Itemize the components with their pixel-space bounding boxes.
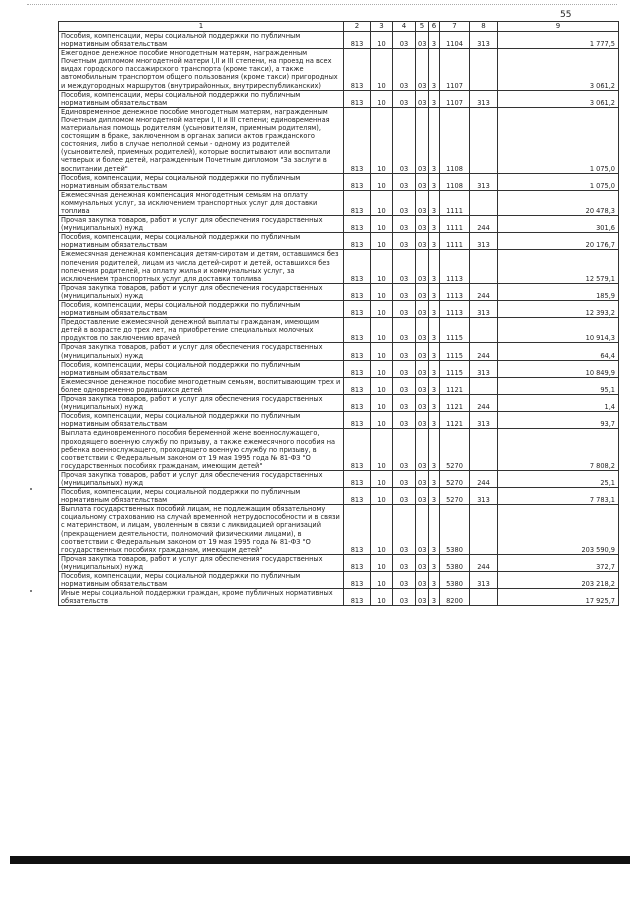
- budget-table-body: [59, 22, 619, 606]
- code-cell-c8: 313: [470, 32, 498, 49]
- row-description: Пособия, компенсации, меры социальной поддержки по публичным нормативным обязательствам: [59, 233, 344, 250]
- row-description: Иные меры социальной поддержки граждан, кроме публичных нормативных обязательств: [59, 589, 344, 606]
- amount-cell: 25,1: [498, 470, 619, 487]
- code-cell-c7: 5270: [440, 470, 470, 487]
- table-row: [59, 318, 619, 343]
- code-cell-c7: 1121: [440, 412, 470, 429]
- code-cell-c2: 813: [344, 49, 371, 90]
- code-cell-c4: 03: [393, 429, 416, 470]
- code-cell-c4: 03: [393, 589, 416, 606]
- header-cell: 4: [393, 22, 416, 32]
- header-cell: 5: [416, 22, 429, 32]
- code-cell-c4: 03: [393, 470, 416, 487]
- amount-cell: 7 808,2: [498, 429, 619, 470]
- code-cell-c4: 03: [393, 395, 416, 412]
- code-cell-c8: 313: [470, 301, 498, 318]
- amount-cell: 7 783,1: [498, 488, 619, 505]
- code-cell-c8: [470, 250, 498, 283]
- amount-cell: 1 777,5: [498, 32, 619, 49]
- row-description: Выплата единовременного пособия беременной жене военнослужащего, проходящего военную службу по призыву, а также ежемесячного пособия на ребенка военнослужащего, проходящего военную службу по призыву, в соответствии с Федеральным законом от 19 мая 1995 года № 81-ФЗ "О государственных пособиях гражданам, имеющим детей": [59, 429, 344, 470]
- code-cell-c3: 10: [371, 395, 393, 412]
- row-description: Ежемесячное денежное пособие многодетным семьям, воспитывающим трех и более одновременно родившихся детей: [59, 377, 344, 394]
- code-cell-c2: 813: [344, 190, 371, 215]
- code-cell-c2: 813: [344, 572, 371, 589]
- code-cell-c2: 813: [344, 32, 371, 49]
- code-cell-c6: 3: [429, 107, 440, 173]
- code-cell-c2: 813: [344, 412, 371, 429]
- code-cell-c5: 03: [416, 360, 429, 377]
- code-cell-c5: 03: [416, 301, 429, 318]
- table-row: [59, 589, 619, 606]
- row-description: Прочая закупка товаров, работ и услуг для обеспечения государственных (муниципальных) нужд: [59, 216, 344, 233]
- code-cell-c4: 03: [393, 173, 416, 190]
- code-cell-c5: 03: [416, 554, 429, 571]
- code-cell-c4: 03: [393, 90, 416, 107]
- code-cell-c3: 10: [371, 49, 393, 90]
- amount-cell: 1 075,0: [498, 173, 619, 190]
- code-cell-c5: 03: [416, 107, 429, 173]
- header-cell: 2: [344, 22, 371, 32]
- code-cell-c6: 3: [429, 343, 440, 360]
- table-row: [59, 554, 619, 571]
- code-cell-c6: 3: [429, 318, 440, 343]
- code-cell-c5: 03: [416, 216, 429, 233]
- table-row: [59, 32, 619, 49]
- code-cell-c3: 10: [371, 233, 393, 250]
- code-cell-c8: 313: [470, 173, 498, 190]
- code-cell-c7: 1111: [440, 233, 470, 250]
- amount-cell: 301,6: [498, 216, 619, 233]
- code-cell-c8: 244: [470, 283, 498, 300]
- code-cell-c5: 03: [416, 318, 429, 343]
- amount-cell: 93,7: [498, 412, 619, 429]
- amount-cell: 10 914,3: [498, 318, 619, 343]
- code-cell-c4: 03: [393, 32, 416, 49]
- code-cell-c7: 1107: [440, 90, 470, 107]
- table-row: [59, 360, 619, 377]
- code-cell-c5: 03: [416, 283, 429, 300]
- table-row: [59, 216, 619, 233]
- code-cell-c2: 813: [344, 395, 371, 412]
- code-cell-c5: 03: [416, 173, 429, 190]
- code-cell-c6: 3: [429, 554, 440, 571]
- code-cell-c6: 3: [429, 32, 440, 49]
- code-cell-c3: 10: [371, 283, 393, 300]
- code-cell-c6: 3: [429, 250, 440, 283]
- row-description: Ежемесячная денежная компенсация многодетным семьям на оплату коммунальных услуг, за исключением транспортных услуг для доставки топлива: [59, 190, 344, 215]
- code-cell-c8: 313: [470, 488, 498, 505]
- code-cell-c2: 813: [344, 505, 371, 555]
- row-description: Пособия, компенсации, меры социальной поддержки по публичным нормативным обязательствам: [59, 572, 344, 589]
- table-row: [59, 412, 619, 429]
- code-cell-c6: 3: [429, 90, 440, 107]
- code-cell-c2: 813: [344, 488, 371, 505]
- amount-cell: 12 579,1: [498, 250, 619, 283]
- code-cell-c2: 813: [344, 470, 371, 487]
- code-cell-c3: 10: [371, 343, 393, 360]
- bottom-scan-bar: [10, 856, 630, 864]
- code-cell-c8: [470, 505, 498, 555]
- code-cell-c6: 3: [429, 429, 440, 470]
- table-row: [59, 572, 619, 589]
- code-cell-c7: 1121: [440, 395, 470, 412]
- table-row: [59, 429, 619, 470]
- code-cell-c5: 03: [416, 589, 429, 606]
- code-cell-c6: 3: [429, 360, 440, 377]
- code-cell-c7: 1113: [440, 283, 470, 300]
- code-cell-c7: 1111: [440, 216, 470, 233]
- code-cell-c7: 1104: [440, 32, 470, 49]
- row-description: Прочая закупка товаров, работ и услуг для обеспечения государственных (муниципальных) нужд: [59, 343, 344, 360]
- code-cell-c3: 10: [371, 572, 393, 589]
- row-description: Пособия, компенсации, меры социальной поддержки по публичным нормативным обязательствам: [59, 412, 344, 429]
- amount-cell: 372,7: [498, 554, 619, 571]
- code-cell-c4: 03: [393, 488, 416, 505]
- code-cell-c8: [470, 429, 498, 470]
- code-cell-c8: 313: [470, 90, 498, 107]
- code-cell-c8: 244: [470, 554, 498, 571]
- code-cell-c8: [470, 190, 498, 215]
- code-cell-c5: 03: [416, 395, 429, 412]
- row-description: Выплата государственных пособий лицам, не подлежащим обязательному социальному страхованию на случай временной нетрудоспособности и в связи с материнством, и лицам, уволенным в связи с ликвидацией организаций (прекращением деятельности, полномочий физическими лицами), в соответствии с Федеральным законом от 19 мая 1995 года № 81-ФЗ "О государственных пособиях гражданам, имеющим детей": [59, 505, 344, 555]
- row-description: Ежемесячная денежная компенсация детям-сиротам и детям, оставшимся без попечения родителей, лицам из числа детей-сирот и детей, оставшихся без попечения родителей, на оплату жилья и коммунальных услуг, за исключением транспортных услуг для доставки топлива: [59, 250, 344, 283]
- row-description: Пособия, компенсации, меры социальной поддержки по публичным нормативным обязательствам: [59, 32, 344, 49]
- code-cell-c2: 813: [344, 554, 371, 571]
- code-cell-c3: 10: [371, 412, 393, 429]
- code-cell-c3: 10: [371, 90, 393, 107]
- row-description: Прочая закупка товаров, работ и услуг для обеспечения государственных (муниципальных) нужд: [59, 395, 344, 412]
- code-cell-c3: 10: [371, 470, 393, 487]
- table-row: [59, 377, 619, 394]
- code-cell-c7: 1111: [440, 190, 470, 215]
- code-cell-c2: 813: [344, 250, 371, 283]
- code-cell-c4: 03: [393, 250, 416, 283]
- table-row: [59, 301, 619, 318]
- code-cell-c3: 10: [371, 301, 393, 318]
- code-cell-c7: 5270: [440, 429, 470, 470]
- code-cell-c4: 03: [393, 107, 416, 173]
- scan-dot: [30, 488, 32, 490]
- code-cell-c7: 1115: [440, 360, 470, 377]
- code-cell-c6: 3: [429, 589, 440, 606]
- code-cell-c2: 813: [344, 377, 371, 394]
- code-cell-c8: 244: [470, 216, 498, 233]
- code-cell-c8: [470, 589, 498, 606]
- code-cell-c8: 244: [470, 470, 498, 487]
- code-cell-c6: 3: [429, 190, 440, 215]
- code-cell-c7: 1113: [440, 250, 470, 283]
- code-cell-c8: 313: [470, 233, 498, 250]
- code-cell-c7: 1115: [440, 318, 470, 343]
- code-cell-c2: 813: [344, 283, 371, 300]
- row-description: Пособия, компенсации, меры социальной поддержки по публичным нормативным обязательствам: [59, 360, 344, 377]
- table-row: [59, 233, 619, 250]
- code-cell-c8: [470, 49, 498, 90]
- code-cell-c4: 03: [393, 377, 416, 394]
- code-cell-c4: 03: [393, 49, 416, 90]
- code-cell-c5: 03: [416, 470, 429, 487]
- code-cell-c7: 8200: [440, 589, 470, 606]
- code-cell-c6: 3: [429, 488, 440, 505]
- code-cell-c3: 10: [371, 318, 393, 343]
- code-cell-c2: 813: [344, 301, 371, 318]
- amount-cell: 203 218,2: [498, 572, 619, 589]
- amount-cell: 20 478,3: [498, 190, 619, 215]
- table-row: [59, 49, 619, 90]
- code-cell-c6: 3: [429, 216, 440, 233]
- code-cell-c2: 813: [344, 90, 371, 107]
- table-row: [59, 470, 619, 487]
- code-cell-c4: 03: [393, 554, 416, 571]
- code-cell-c5: 03: [416, 572, 429, 589]
- top-scan-rule: [27, 4, 617, 5]
- code-cell-c4: 03: [393, 360, 416, 377]
- table-row: [59, 283, 619, 300]
- code-cell-c2: 813: [344, 107, 371, 173]
- code-cell-c2: 813: [344, 429, 371, 470]
- table-row: [59, 488, 619, 505]
- code-cell-c8: 313: [470, 572, 498, 589]
- amount-cell: 12 393,2: [498, 301, 619, 318]
- amount-cell: 64,4: [498, 343, 619, 360]
- code-cell-c7: 5380: [440, 572, 470, 589]
- table-header-row: [59, 22, 619, 32]
- code-cell-c2: 813: [344, 360, 371, 377]
- table-row: [59, 173, 619, 190]
- code-cell-c3: 10: [371, 589, 393, 606]
- code-cell-c6: 3: [429, 49, 440, 90]
- budget-table: [58, 21, 619, 606]
- code-cell-c4: 03: [393, 301, 416, 318]
- row-description: Прочая закупка товаров, работ и услуг для обеспечения государственных (муниципальных) нужд: [59, 470, 344, 487]
- code-cell-c7: 1115: [440, 343, 470, 360]
- code-cell-c5: 03: [416, 32, 429, 49]
- table-row: [59, 250, 619, 283]
- row-description: Ежегодное денежное пособие многодетным матерям, награжденным Почетным дипломом многодетной матери I,II и III степени, на проезд на всех видах городского пассажирского транспорта (кроме такси), а также автомобильным транспортом общего пользования (кроме такси) пригородных и междугородных маршрутов (внутрирайонных, внутриреспубликанских): [59, 49, 344, 90]
- code-cell-c5: 03: [416, 49, 429, 90]
- code-cell-c4: 03: [393, 233, 416, 250]
- code-cell-c6: 3: [429, 301, 440, 318]
- code-cell-c8: 313: [470, 412, 498, 429]
- amount-cell: 17 925,7: [498, 589, 619, 606]
- row-description: Единовременное денежное пособие многодетным матерям, награжденным Почетным дипломом многодетной матери I, II и III степени; единовременная материальная помощь родителям (усыновителям, приемным родителям), состоящим в браке, заключенном в органах записи актов гражданского состояния, либо в случае неполной семьи - одному из родителей (усыновителей, приемных родителей), которые воспитывают или воспитали четверых и более детей, награжденным Почетным дипломом "За заслуги в воспитании детей": [59, 107, 344, 173]
- code-cell-c8: [470, 107, 498, 173]
- amount-cell: 3 061,2: [498, 49, 619, 90]
- amount-cell: 3 061,2: [498, 90, 619, 107]
- header-cell: 1: [59, 22, 344, 32]
- row-description: Пособия, компенсации, меры социальной поддержки по публичным нормативным обязательствам: [59, 90, 344, 107]
- code-cell-c6: 3: [429, 470, 440, 487]
- code-cell-c4: 03: [393, 505, 416, 555]
- code-cell-c7: 1108: [440, 173, 470, 190]
- code-cell-c7: 5380: [440, 505, 470, 555]
- amount-cell: 203 590,9: [498, 505, 619, 555]
- table-row: [59, 107, 619, 173]
- row-description: Пособия, компенсации, меры социальной поддержки по публичным нормативным обязательствам: [59, 488, 344, 505]
- code-cell-c7: 1113: [440, 301, 470, 318]
- row-description: Прочая закупка товаров, работ и услуг для обеспечения государственных (муниципальных) нужд: [59, 554, 344, 571]
- code-cell-c3: 10: [371, 554, 393, 571]
- header-cell: 7: [440, 22, 470, 32]
- code-cell-c5: 03: [416, 377, 429, 394]
- code-cell-c4: 03: [393, 216, 416, 233]
- page-number: 55: [560, 10, 572, 20]
- scan-dot: [30, 590, 32, 592]
- code-cell-c4: 03: [393, 318, 416, 343]
- row-description: Пособия, компенсации, меры социальной поддержки по публичным нормативным обязательствам: [59, 301, 344, 318]
- amount-cell: 185,9: [498, 283, 619, 300]
- header-cell: 3: [371, 22, 393, 32]
- code-cell-c2: 813: [344, 216, 371, 233]
- table-row: [59, 343, 619, 360]
- code-cell-c8: [470, 377, 498, 394]
- code-cell-c6: 3: [429, 173, 440, 190]
- code-cell-c5: 03: [416, 250, 429, 283]
- code-cell-c5: 03: [416, 488, 429, 505]
- code-cell-c3: 10: [371, 216, 393, 233]
- code-cell-c3: 10: [371, 250, 393, 283]
- code-cell-c6: 3: [429, 233, 440, 250]
- code-cell-c6: 3: [429, 377, 440, 394]
- code-cell-c5: 03: [416, 233, 429, 250]
- code-cell-c4: 03: [393, 412, 416, 429]
- code-cell-c3: 10: [371, 360, 393, 377]
- code-cell-c4: 03: [393, 572, 416, 589]
- code-cell-c6: 3: [429, 572, 440, 589]
- header-cell: 8: [470, 22, 498, 32]
- table-row: [59, 395, 619, 412]
- code-cell-c7: 5380: [440, 554, 470, 571]
- code-cell-c4: 03: [393, 283, 416, 300]
- code-cell-c5: 03: [416, 505, 429, 555]
- code-cell-c2: 813: [344, 173, 371, 190]
- code-cell-c8: [470, 318, 498, 343]
- row-description: Предоставление ежемесячной денежной выплаты гражданам, имеющим детей в возрасте до трех лет, на приобретение специальных молочных продуктов по заключению врачей: [59, 318, 344, 343]
- code-cell-c6: 3: [429, 505, 440, 555]
- amount-cell: 1 075,0: [498, 107, 619, 173]
- code-cell-c5: 03: [416, 343, 429, 360]
- code-cell-c6: 3: [429, 412, 440, 429]
- amount-cell: 10 849,9: [498, 360, 619, 377]
- code-cell-c2: 813: [344, 318, 371, 343]
- amount-cell: 20 176,7: [498, 233, 619, 250]
- header-cell: 9: [498, 22, 619, 32]
- code-cell-c3: 10: [371, 505, 393, 555]
- amount-cell: 95,1: [498, 377, 619, 394]
- code-cell-c4: 03: [393, 190, 416, 215]
- code-cell-c2: 813: [344, 343, 371, 360]
- code-cell-c8: 313: [470, 360, 498, 377]
- code-cell-c3: 10: [371, 32, 393, 49]
- code-cell-c3: 10: [371, 173, 393, 190]
- row-description: Пособия, компенсации, меры социальной поддержки по публичным нормативным обязательствам: [59, 173, 344, 190]
- amount-cell: 1,4: [498, 395, 619, 412]
- code-cell-c6: 3: [429, 283, 440, 300]
- code-cell-c7: 1121: [440, 377, 470, 394]
- code-cell-c5: 03: [416, 190, 429, 215]
- code-cell-c7: 1107: [440, 49, 470, 90]
- code-cell-c5: 03: [416, 90, 429, 107]
- code-cell-c3: 10: [371, 190, 393, 215]
- code-cell-c5: 03: [416, 429, 429, 470]
- table-row: [59, 505, 619, 555]
- header-cell: 6: [429, 22, 440, 32]
- code-cell-c3: 10: [371, 429, 393, 470]
- code-cell-c2: 813: [344, 589, 371, 606]
- code-cell-c7: 1108: [440, 107, 470, 173]
- table-row: [59, 90, 619, 107]
- code-cell-c3: 10: [371, 377, 393, 394]
- code-cell-c4: 03: [393, 343, 416, 360]
- code-cell-c2: 813: [344, 233, 371, 250]
- code-cell-c8: 244: [470, 343, 498, 360]
- code-cell-c5: 03: [416, 412, 429, 429]
- table-row: [59, 190, 619, 215]
- code-cell-c7: 5270: [440, 488, 470, 505]
- code-cell-c3: 10: [371, 488, 393, 505]
- code-cell-c6: 3: [429, 395, 440, 412]
- code-cell-c3: 10: [371, 107, 393, 173]
- row-description: Прочая закупка товаров, работ и услуг для обеспечения государственных (муниципальных) нужд: [59, 283, 344, 300]
- code-cell-c8: 244: [470, 395, 498, 412]
